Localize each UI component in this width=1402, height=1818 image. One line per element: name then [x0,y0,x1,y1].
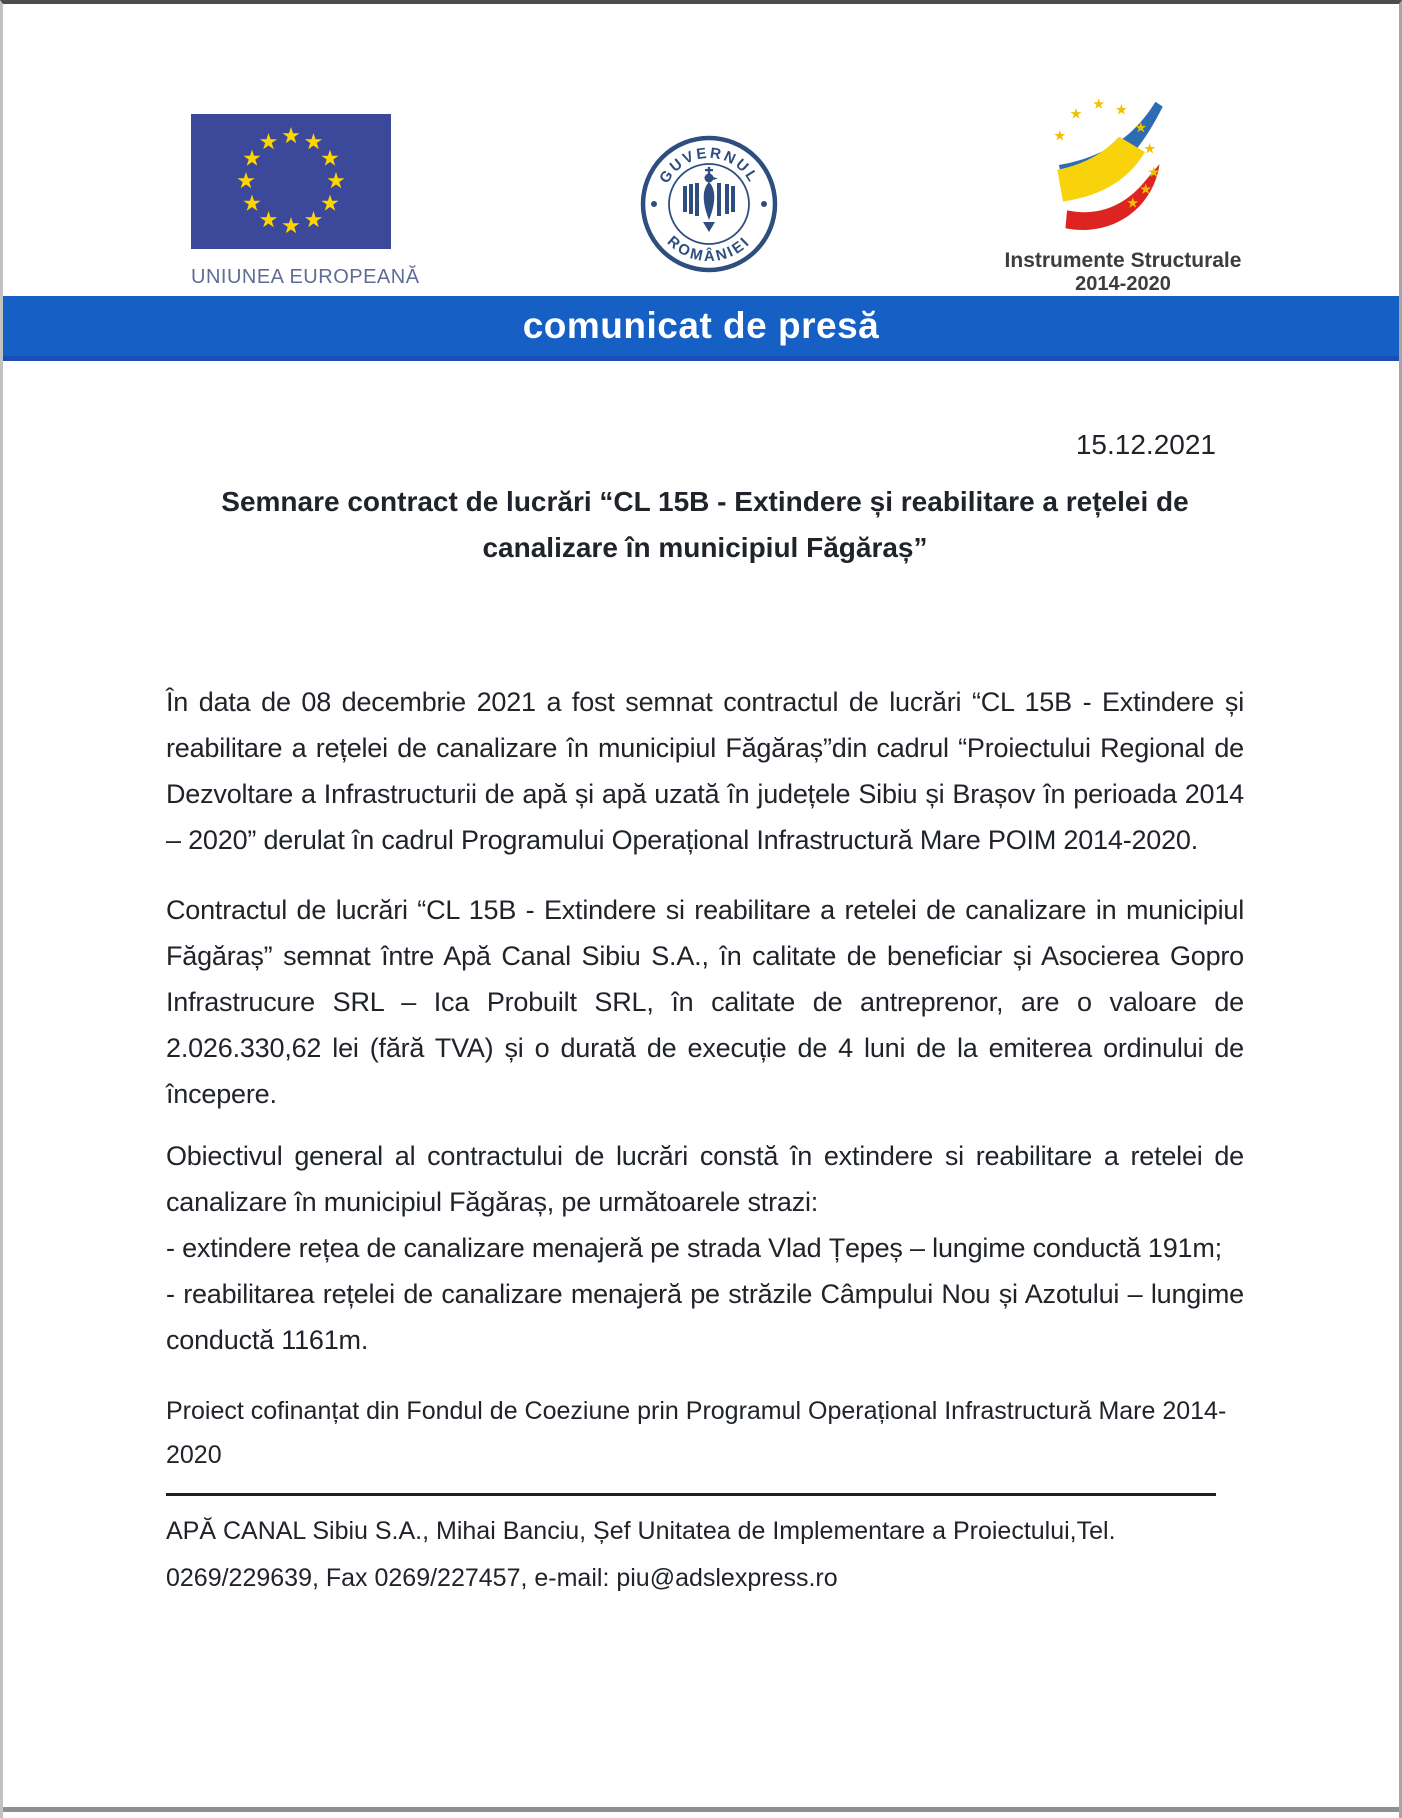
paragraph-objective [166,1133,1244,1363]
contact-info: APĂ CANAL Sibiu S.A., Mihai Banciu, Șef Unitatea de Implementare a Proiectului,Tel. 0269/229639, Fax 0269/227457, e-mail: piu@adslexpress.ro [166,1517,1116,1592]
document-content [166,429,1244,1602]
objective-intro: Obiectivul general al contractului de lucrări constă în extindere si reabilitare a retelei de canalizare în municipiul Făgăraș, pe următoarele strazi: [166,1141,1244,1217]
gov-romania-seal [639,134,779,274]
is-logo-period: 2014-2020 [1075,273,1171,295]
objective-item-1: - extindere rețea de canalizare menajeră pe strada Vlad Țepeș – lungime conductă 191m; [166,1233,1222,1263]
is-swoosh-icon [998,92,1248,242]
date: 15.12.2021 [1075,429,1216,460]
instrumente-structurale-logo [998,92,1248,296]
page-bottom-border [3,1807,1399,1812]
paragraph-contract-signed: În data de 08 decembrie 2021 a fost semnat contractul de lucrări “CL 15B - Extindere și reabilitare a rețelei de canalizare în municipiul Făgăraș”din cadrul “Proiectului Regional de Dezvoltare a Infrastructurii de apă și apă uzată în județele Sibiu și Brașov în perioada 2014 – 2020” derulat în cadrul Programului Operațional Infrastructură Mare POIM 2014-2020. [166,687,1244,855]
paragraph-contract-details: Contractul de lucrări “CL 15B - Extindere si reabilitare a retelei de canalizare in municipiul Făgăraș” semnat între Apă Canal Sibiu S.A., în calitate de beneficiar și Asocierea Gopro Infrastrucure SRL – Ica Probuilt SRL, în calitate de antreprenor, are o valoare de 2.026.330,62 lei (fără TVA) și o durată de execuție de 4 luni de la emiterea ordinului de începere. [166,895,1244,1109]
seal-bottom-text: ROMÂNIEI [663,232,755,266]
is-logo-label: Instrumente Structurale [1004,249,1242,272]
eu-flag-logo [191,114,420,289]
objective-item-2: - reabilitarea rețelei de canalizare menajeră pe străzile Câmpului Nou și Azotului – lungime conductă 1161m. [166,1279,1244,1355]
eu-flag-label: UNIUNEA EUROPEANĂ [191,266,420,288]
page-title: Semnare contract de lucrări “CL 15B - Extindere și reabilitare a rețelei de canalizare în municipiul Făgăraș” [221,486,1189,563]
eu-flag-icon [191,114,391,249]
press-release-banner [3,296,1399,361]
gov-romania-seal-icon [639,134,779,274]
cofinancing-note: Proiect cofinanțat din Fondul de Coeziune prin Programul Operațional Infrastructură Mare 2014-2020 [166,1397,1227,1469]
seal-top-text: GUVERNUL [656,144,763,187]
divider [166,1493,1216,1496]
press-release-banner-text: comunicat de presă [522,305,880,346]
eagle-icon [683,167,735,232]
